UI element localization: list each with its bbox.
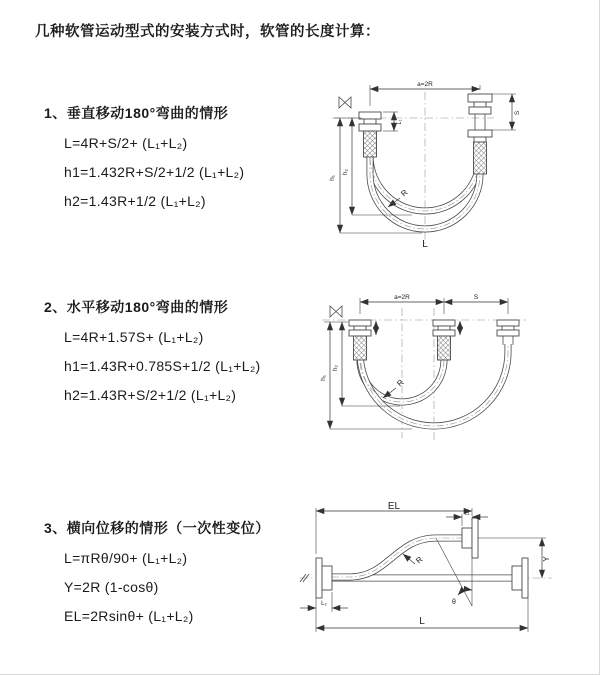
radius-label: R	[414, 554, 425, 566]
formula-list	[44, 543, 270, 630]
dim-label-h1: h₁	[329, 175, 336, 181]
dim-label-s: S	[473, 294, 479, 301]
dim-label-l1: L₁	[464, 510, 470, 517]
braided-hose-section	[354, 336, 367, 360]
formula-line: Y=2R (1-cosθ)	[64, 578, 159, 595]
section-horizontal-movement	[44, 297, 261, 409]
page-title: 几种软管运动型式的安装方式时，软管的长度计算：	[35, 24, 380, 40]
middle-fitting	[433, 320, 455, 360]
right-flange	[512, 558, 528, 598]
section-heading: 1、垂直移动180°弯曲的情形	[44, 105, 229, 121]
dim-label-a2r: a=2R	[394, 294, 410, 301]
formula-line: h1=1.43R+0.785S+1/2 (L₁+L₂)	[64, 357, 261, 374]
theta-label: θ	[452, 599, 456, 606]
formula-line: EL=2Rsinθ+ (L₁+L₂)	[64, 607, 194, 624]
radius-label: R	[399, 187, 410, 199]
dim-label-s: S	[514, 110, 521, 116]
dim-label-h1: h₁	[320, 375, 327, 381]
section-heading: 3、横向位移的情形（一次性变位）	[44, 520, 270, 536]
section-heading: 2、水平移动180°弯曲的情形	[44, 299, 229, 315]
braided-hose-section	[438, 336, 451, 360]
formula-line: L=πRθ/90+ (L₁+L₂)	[64, 549, 188, 566]
formula-list	[44, 322, 261, 409]
formula-line: h2=1.43R+1/2 (L₁+L₂)	[64, 192, 206, 209]
formula-list	[44, 128, 244, 215]
upper-flange	[462, 518, 478, 558]
valve-icon	[330, 306, 342, 317]
length-label: L	[419, 616, 425, 627]
right-fitting-upper	[468, 94, 492, 130]
radius-label: R	[395, 377, 406, 389]
braided-hose-section	[364, 131, 377, 157]
dim-label-l1: L₁	[397, 119, 403, 125]
right-fitting-lower	[468, 130, 492, 174]
section-lateral-displacement	[44, 518, 270, 630]
braided-hose-section	[474, 142, 487, 174]
right-fitting	[497, 320, 519, 345]
dim-label-y: Y	[542, 556, 551, 562]
formula-line: L=4R+1.57S+ (L₁+L₂)	[64, 328, 204, 345]
dim-label-el: EL	[387, 502, 401, 512]
dim-label-l2: L₂	[321, 601, 327, 607]
valve-icon	[339, 97, 351, 108]
left-fitting	[349, 320, 371, 360]
diagram-vertical-180-bend	[308, 76, 566, 250]
diagram-lateral-displacement	[296, 502, 564, 640]
diagram-horizontal-180-bend	[312, 288, 562, 446]
dim-label-h2: h₂	[332, 364, 339, 372]
dim-label-h2: h₂	[342, 168, 349, 176]
formula-line: L=4R+S/2+ (L₁+L₂)	[64, 134, 188, 151]
dim-label-a2r: a=2R	[417, 81, 433, 88]
formula-line: h2=1.43R+S/2+1/2 (L₁+L₂)	[64, 386, 237, 403]
left-flange	[316, 558, 332, 598]
formula-line: h1=1.432R+S/2+1/2 (L₁+L₂)	[64, 163, 245, 180]
left-fitting	[359, 112, 381, 157]
hose-s-curve	[332, 538, 512, 578]
section-vertical-movement	[44, 103, 244, 215]
length-label: L	[422, 239, 428, 250]
